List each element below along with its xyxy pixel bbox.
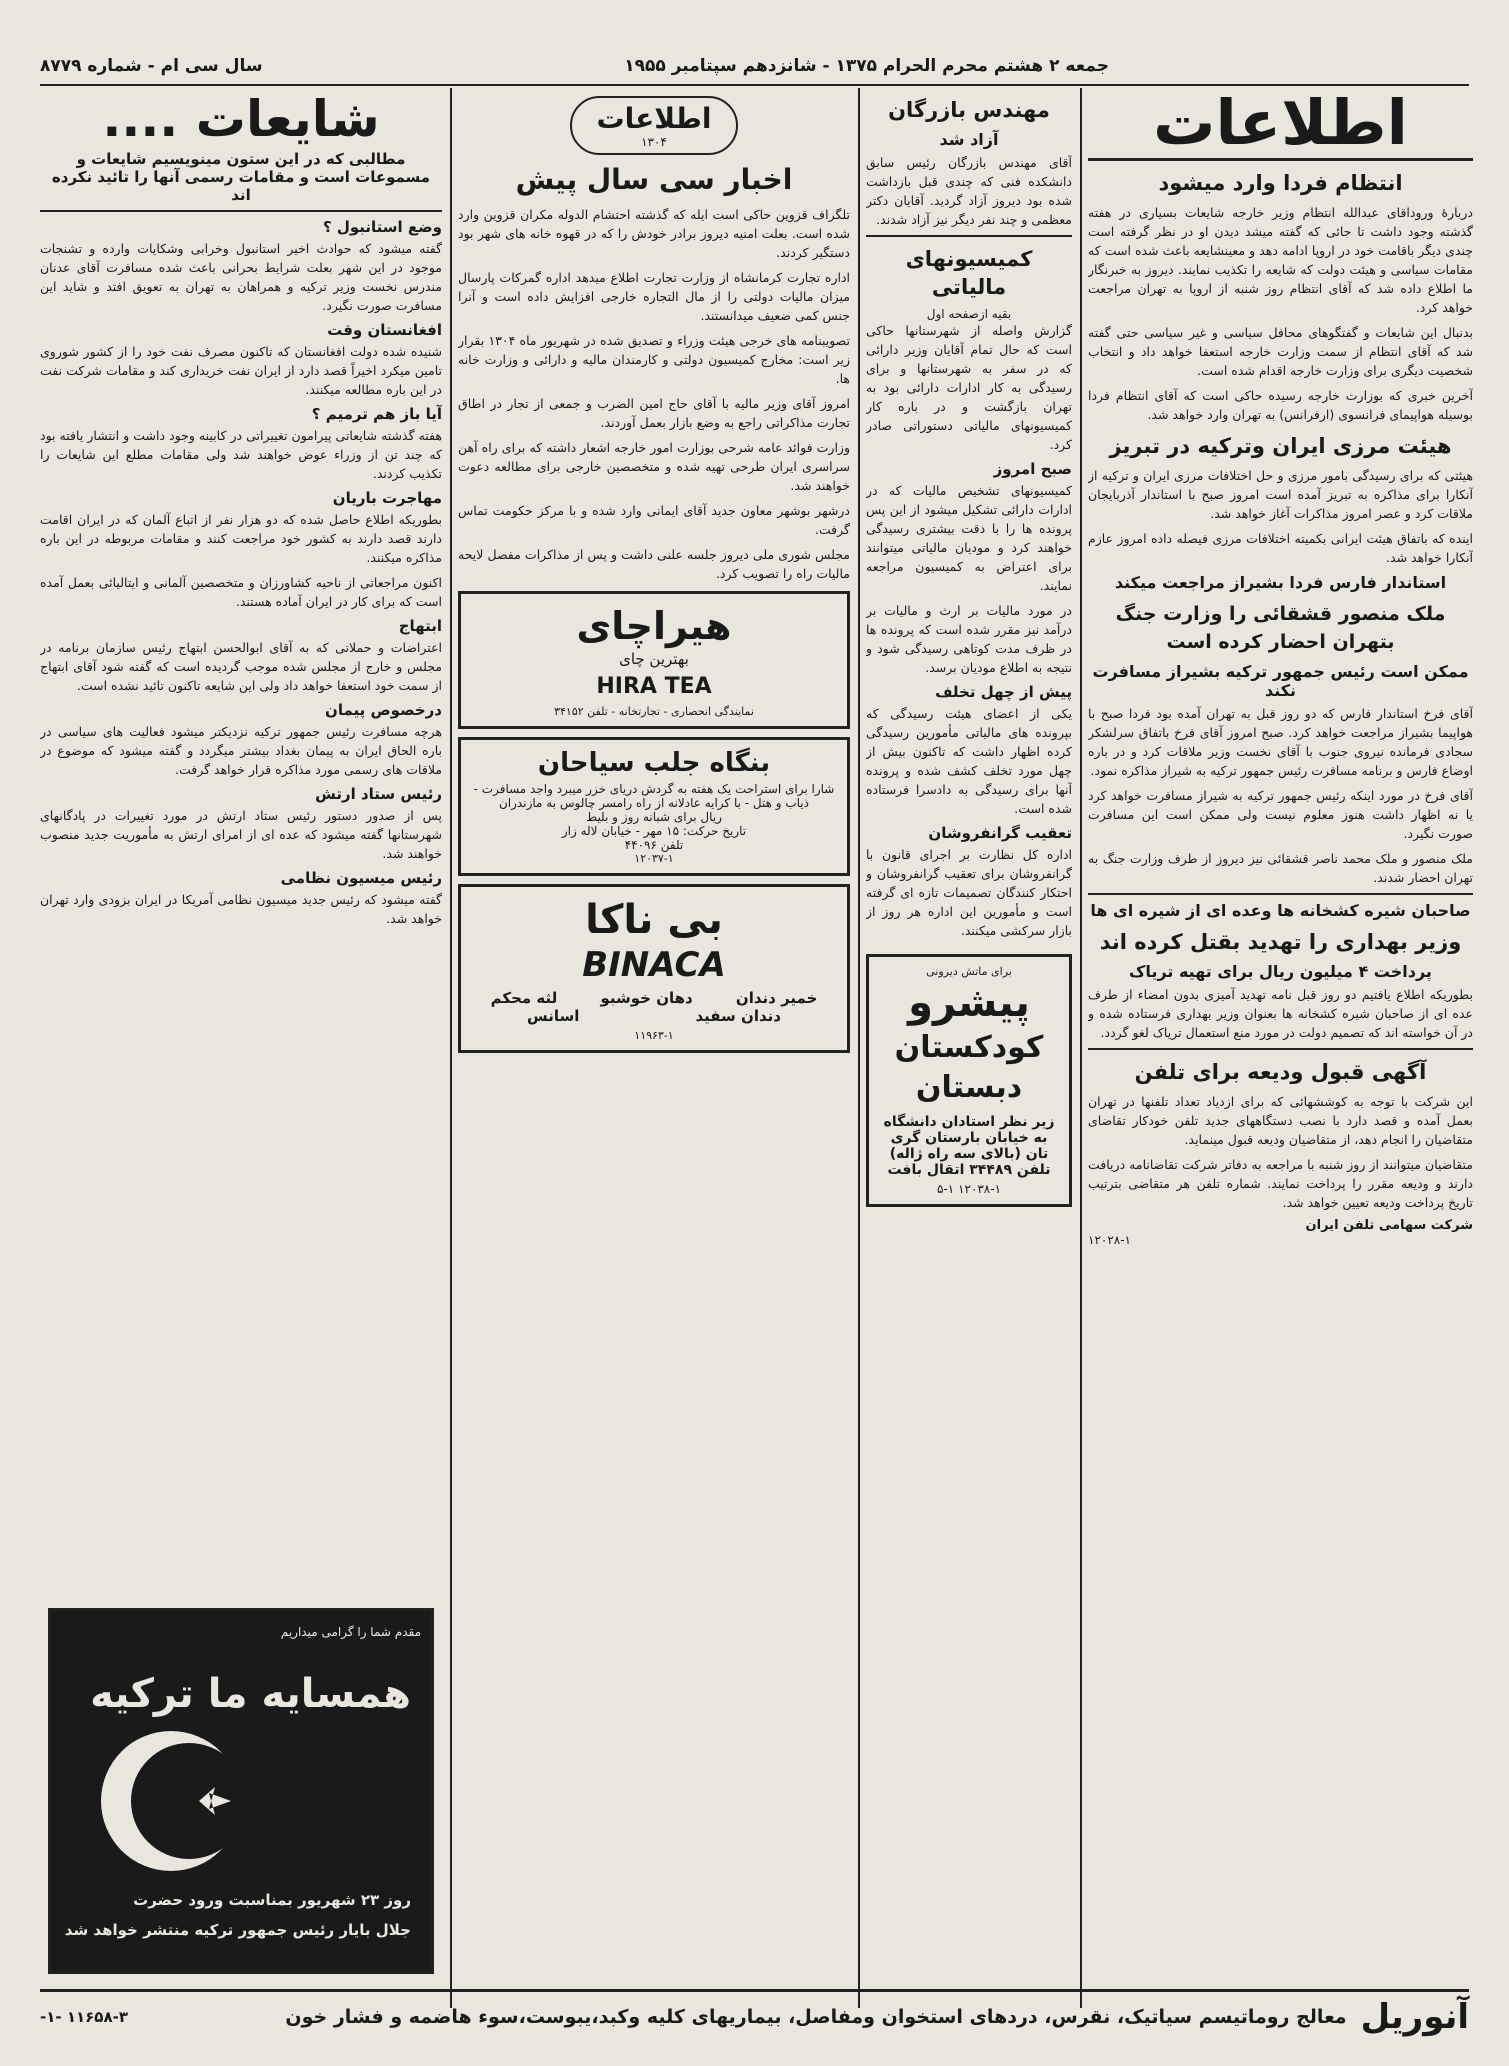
ad-title: پیشرو (908, 980, 1030, 1026)
headline: انتظام فردا وارد میشود (1158, 171, 1403, 195)
right-column (1088, 88, 1473, 2008)
ad-title: بنگاه جلب سیاحان (537, 748, 771, 778)
subhead: افغانستان وقت (327, 321, 442, 339)
tea-ad (458, 591, 850, 729)
ad-line: زیر نظر استادان دانشگاه (883, 1114, 1055, 1130)
subhead: درخصوص پیمان (325, 701, 442, 719)
article-text: آقای فرخ استاندار فارس که دو روز قبل به تهران آمده بود فردا صبح با هواپیما بشیراز مراجعت خواهد کرد. صبح امروز آقای فرخ باتفاق سرلشکر سجادی فرمانده نیروی جنوب با آقای نخست وزیر ملاقات کرد و در باره اوضاع فارس و برنامه مسافرت رئیس جمهور ترکیه به شیراز مذاکره نمود. (1088, 706, 1473, 778)
ad-footer: نمایندگی انحصاری - تجارتخانه - تلفن ۳۴۱۵۲ (554, 705, 754, 718)
column-rule (858, 88, 860, 2008)
left-column (40, 88, 442, 2008)
dateline-bar (40, 52, 1469, 80)
bottom-ad-desc: معالج روماتیسم سیاتیک، نقرس، دردهای استخوان ومفاصل، بیماریهای کلیه وکبد،یبوست،سوء هاضمه و فشار خون (285, 2006, 1347, 2028)
ad-brand: هیراچای (576, 604, 732, 648)
divider (1088, 893, 1473, 895)
turkey-flag-ad (48, 1608, 434, 1974)
headline: اخبار سی سال پیش (515, 163, 793, 196)
ad-tagline: بهترین چای (619, 650, 689, 668)
article-text: شنیده شده دولت افغانستان که تاکنون مصرف نفت خود را از کشور شوروی تامین میکرد اخیراً قصد دارد از ایران نفت خریداری کند و مقامات شرکت نفت در این باره مطالعه میکنند. (40, 344, 442, 397)
emblem (458, 96, 850, 155)
ad-small-text: برای ماتش دیرونی (926, 965, 1012, 978)
article-text: اداره کل نظارت بر اجرای قانون با گرانفروشان برای تعقیب گرانفروشان و احتکار کنندگان تصمیمات تازه ای گرفته است و مأمورین این اداره هر روز از بازار سرکشی میکنند. (866, 847, 1072, 938)
ad-line: روز ۲۳ شهریور بمناسبت ورود حضرت (133, 1891, 411, 1909)
headline: استاندار فارس فردا بشیراز مراجعت میکند (1114, 573, 1447, 592)
article-text: یکی از اعضای هیئت رسیدگی که بپرونده های مالیاتی مأمورین رسیدگی کرده اظهار داشت که تاکنون بیش از چهل مورد تخلف کشف شده و پرونده آنها برای رسیدگی به دادسرا فرستاده شده است. (866, 706, 1072, 816)
article-text: مجلس شوری ملی دیروز جلسه علنی داشت و پس از مذاکرات مفصل لایحه مالیات راه را تصویب کرد. (458, 547, 850, 581)
ad-line: دندان سفید (695, 1007, 781, 1025)
ad-lines (469, 989, 839, 1007)
ad-english-word: TEA (664, 674, 712, 699)
school-ad (866, 954, 1072, 1207)
ad-line: جلال بایار رئیس جمهور ترکیه منتشر خواهد شد (64, 1921, 411, 1939)
article-text: بطوریکه اطلاع یافتیم دو روز قبل نامه تهدید آمیزی بدون امضاء از طرف عده ای از صاحبان شیره کشخانه ها بعنوان وزیر بهداری فرستاده شده و در آن خواسته اند که تصمیم دولت در مورد منع استعمال تریاک لغو گردد. (1088, 987, 1473, 1040)
article-text: کمیسیونهای تشخیص مالیات که در ادارات دارائی تشکیل میشود از این پس پرونده ها را با دقت بیشتری رسیدگی خواهند کرد و مودیان مالیاتی میتوانند برای اعتراض به کمیسیون مراجعه نمایند. (866, 483, 1072, 593)
emblem-text: اطلاعات (596, 102, 712, 135)
bottom-ad-brand: آنوریل (1360, 1997, 1469, 2037)
article-text: اینده که باتفاق هیئت ایرانی بکمیته اختلافات مرزی فیصله داده امروز عازم آنکارا خواهد شد. (1088, 531, 1473, 565)
ad-line: تلفن ۳۴۴۸۹ اتقال بافت (887, 1162, 1051, 1178)
article-text: وزارت فوائد عامه شرحی بوزارت امور خارجه اشعار داشته که برای راه آهن سراسری ایران طرحی تهیه شده و متخصصین خارجی برای مطالعه دعوت خواهند شد. (458, 440, 850, 493)
mid-left-column (458, 88, 850, 2008)
subheadline: پرداخت ۴ میلیون ریال برای تهیه تریاک (1129, 962, 1432, 981)
article-text: آخرین خبری که بوزارت خارجه رسیده حاکی است که آقای انتظام فردا بوسیله هواپیمای فرانسوی (ارفرانس) به تهران وارد خواهد شد. (1088, 388, 1473, 422)
ad-english: BINACA (582, 945, 726, 985)
rumors-title: شایعات .... (102, 90, 380, 148)
subhead: رئیس ستاد ارتش (315, 785, 442, 803)
emblem-year: ۱۳۰۴ (641, 135, 667, 149)
subhead: مهاجرت باریان (332, 489, 442, 507)
ad-line: شارا برای استراحت یک هفته به گردش دریای خزر میبرد واجد مسافرت - ذیاب و هتل - با کرایه عادلانه از راه رامسر چالوس به مازندران (473, 782, 835, 810)
article-text: هفته گذشته شایعاتی پیرامون تغییراتی در کابینه وجود داشت و انتشار یافته بود که چند تن از وزراء عوض خواهند شد ولی مقامات مطلع این شایعات را تکذیب کردند. (40, 428, 442, 481)
masthead-logo: اطلاعات (1088, 88, 1473, 161)
ad-code: ۱۱۹۶۳-۱ (634, 1029, 674, 1042)
article-text: هرچه مسافرت رئیس جمهور ترکیه نزدیکتر میشود فعالیت های سیاسی در باره الحاق ایران به پیمان بغداد بیشتر میگردد و گفته میشود که موضوع در ملاقات های رسمی مورد مذاکره قرار خواهد گرفت. (40, 724, 442, 777)
article-text: بدنبال این شایعات و گفتگوهای محافل سیاسی و غیر سیاسی حتی گفته شد که آقای انتظام از سمت وزارت خارجه استعفا خواهد داد و انتخاب شخصیت دیگری برای وزارت خارجه اقدام شده است. (1088, 325, 1473, 378)
rumors-intro: مطالبی که در این ستون مینویسیم شایعات و مسموعات است و مقامات رسمی آنها را تائید نکرده اند (40, 150, 442, 212)
bottom-ad (285, 1997, 1469, 2037)
subhead: ابتهاج (398, 617, 442, 635)
ad-line: ریال برای شبانه روز و بلیط (586, 810, 722, 824)
article-text: تلگراف قزوین حاکی است ایله که گذشته احتشام الدوله مکران قزوین وارد شده است. بعلت امنیه دیروز برادر خودش را که در قهوه خانه های شهر بود دستگیر کردند. (458, 207, 850, 260)
headline: صاحبان شیره کشخانه ها وعده ای از شیره ای ها (1090, 901, 1471, 920)
article-text: هیئتی که برای رسیدگی بامور مرزی و حل اختلافات مرزی ایران و ترکیه از آنکارا برای مذاکره به تبریز آمده است امروز صبح با استاندار آذربایجان ملاقات کرد و عصر امروز مذاکرات آغاز خواهد شد. (1088, 468, 1473, 521)
ad-english-brand: HIRA (596, 674, 657, 699)
subhead: صبح امروز (993, 460, 1072, 478)
article-text: اعتراضات و حملاتی که به آقای ابوالحسن ابتهاج رئیس سازمان برنامه در مجلس و خارج از مجلس شده موجب گردیده است که گفته شود آقای ابتهاج از سمت خود استعفا خواهد داد ولی این شایعه تاکنون تائید نشده است. (40, 640, 442, 693)
headline: ملک منصور قشقائی را وزارت جنگ بتهران احضار کرده است (1115, 603, 1446, 653)
subhead: پیش از چهل تخلف (935, 683, 1072, 701)
article-text: گفته میشود که حوادث اخیر استانبول وخرابی وشکایات وارده و تشنجات موجود در این شهر بعلت شرایط بحرانی باعث شده مسافرت آقای عدنان مندرس نخست وزیر ترکیه و همراهان به تهران به تعویق افتد و شاید این مسافرت صورت نگیرد. (40, 241, 442, 313)
subheadline: آزاد شد (939, 130, 999, 149)
article-text: اداره تجارت کرمانشاه از وزارت تجارت اطلاع میدهد اداره گمرکات پارسال میزان مالیات دولتی را از مال التجاره خارجی افزایش داده است و آنرا جنس کمی ضعیف میدانستند. (458, 270, 850, 323)
ad-title: بی ناکا (585, 897, 723, 943)
subhead: وضع استانبول ؟ (322, 218, 442, 236)
divider (1088, 1048, 1473, 1050)
binaca-ad (458, 884, 850, 1053)
notice-title: آگهی قبول ودیعه برای تلفن (1134, 1060, 1427, 1084)
continued-note: بقیه ازصفحه اول (926, 307, 1012, 321)
article-text: گزارش واصله از شهرستانها حاکی است که حال تمام آقایان وزیر دارائی که در سفر به شهرستانها و برای رسیدگی به کار ادارات دارائی بود به تهران بازگشت و در باره کار کمیسیونهای مالیاتی دستوراتی صادر کرد. (866, 323, 1072, 452)
article-text: گفته میشود که رئیس جدید میسیون نظامی آمریکا در ایران بزودی وارد تهران خواهد شد. (40, 892, 442, 926)
ad-line: به خیابان بارستان گری (890, 1130, 1048, 1146)
ad-line: تلفن ۴۴۰۹۶ (624, 838, 684, 852)
ad-lines (469, 1007, 839, 1025)
ad-line: اسانس (527, 1007, 580, 1025)
ad-line: لثه محکم (490, 989, 558, 1007)
headline: کمیسیونهای مالیاتی (905, 247, 1033, 299)
article-text: بطوریکه اطلاع حاصل شده که دو هزار نفر از اتباع آلمان که در ایران اقامت دارند قصد دارند به کشور خود مراجعت کنند و مقامات مربوطه در این باره مذاکره میکنند. (40, 512, 442, 565)
ad-line: کودکستان (894, 1030, 1044, 1065)
column-rule (1080, 88, 1082, 2008)
article-text: دربارهٔ وروداقای عبدالله انتظام وزیر خارجه شایعات بسیاری در هفته گذشته وجود داشت تا جائی که گفته میشد دیدن او در نظر گرفته است چندی دیگر باقامت خود در اروپا ادامه دهد و معینشایعه باعث شده است که مقامات سیاسی و هیئت دولت که شایعه را تکذیب نمایند. دیروز به خبرنگار ما اطلاع داده شد که آقای انتظام روز شنبه از اروپا به تهران مراجعت خواهد کرد. (1088, 205, 1473, 315)
issue-number: سال سی ام - شماره ۸۷۷۹ (40, 56, 263, 76)
bottom-ad-code: ۱۱۶۵۸-۳ -۱- (40, 2008, 129, 2026)
headline: هیئت مرزی ایران وترکیه در تبریز (1109, 434, 1452, 458)
ad-note: مقدم شما را گرامی میداریم (280, 1625, 421, 1639)
article-text: آقای فرخ در مورد اینکه رئیس جمهور ترکیه به شیراز مسافرت خواهد کرد یا نه اظهار داشت هنوز معلوم نیست ولی ممکن است این مسافرت صورت نگیرد. (1088, 788, 1473, 841)
bottom-ad-strip (40, 1989, 1469, 2042)
ad-line: تاریخ حرکت: ۱۵ مهر - خیابان لاله زار (561, 824, 747, 838)
top-rule (40, 84, 1469, 86)
subhead: تعقیب گرانفروشان (928, 824, 1072, 842)
notice-text: متقاضیان میتوانند از روز شنبه با مراجعه به دفاتر شرکت تقاضانامه دریافت دارند و ودیعه مقرر را پرداخت نمایند. شماره تلفن هر متقاضی بترتیب تاریخ پرداخت ودیعه تعیین خواهد شد. (1088, 1157, 1473, 1210)
article-text: تصویبنامه های خرجی هیئت وزراء و تصدیق شده در شهریور ماه ۱۳۰۴ بقرار زیر است: مخارج کمیسیون دولتی و کارمندان مالیه و دارائی و وزارت خانه ها. (458, 333, 850, 386)
headline: وزیر بهداری را تهدید بقتل کرده اند (1099, 930, 1462, 954)
article-text: اکنون مراجعاتی از ناحیه کشاورزان و متخصصین آلمانی و ایتالیائی بعمل آمده است که برای کار در ایران آماده هستند. (40, 575, 442, 609)
notice-signature: شرکت سهامی تلفن ایران (1305, 1218, 1473, 1233)
article-text: در مورد مالیات بر ارث و مالیات بر درآمد نیز مقرر شده است که پرونده ها در ظرف مدت کوتاهی رسیدگی شود و نتیجه به اطلاع مودیان برسد. (866, 603, 1072, 675)
subheadline: ممکن است رئیس جمهور ترکیه بشیراز مسافرت نکند (1092, 662, 1469, 700)
ad-code: ۱۲۰۳۷-۱ (634, 852, 674, 865)
subhead: آیا باز هم ترمیم ؟ (311, 405, 442, 423)
ad-line: تان (بالای سه راه ژاله) (889, 1146, 1049, 1162)
headline: مهندس بازرگان (888, 98, 1050, 122)
mid-right-column (866, 88, 1072, 2008)
article-text: پس از صدور دستور رئیس ستاد ارتش در مورد تغییرات در پادگانهای شهرستانها گفته میشود که عده ای از امرای ارتش به مأموریت جدید منصوب خواهند شد. (40, 808, 442, 861)
article-text: امروز آقای وزیر مالیه با آقای حاج امین الضرب و جمعی از تجار در اطاق تجارت مذاکراتی راجع به وضع بازار بعمل آوردند. (458, 396, 850, 430)
article-text: ملک منصور و ملک محمد ناصر قشقائی نیز دیروز از طرف وزارت جنگ به تهران احضار شدند. (1088, 851, 1473, 885)
divider (866, 235, 1072, 237)
ad-code: ۱۲۰۳۸-۱ ۵-۱ (936, 1182, 1002, 1196)
article-text: آقای مهندس بازرگان رئیس سابق دانشکده فنی که چندی قبل بازداشت شده بود دیروز آزاد گردید. آقایان دکتر معظمی و چند نفر دیگر نیز آزاد شدند. (866, 155, 1072, 227)
subhead: رئیس میسیون نظامی (280, 869, 442, 887)
ad-line: خمیر دندان (735, 989, 818, 1007)
column-rule (450, 88, 452, 2008)
ad-code: ۱۲۰۲۸-۱ (1088, 1233, 1132, 1247)
crescent-star-icon (91, 1721, 251, 1881)
ad-line: دبستان (915, 1070, 1023, 1105)
ad-line: دهان خوشبو (600, 989, 693, 1007)
tourism-ad (458, 737, 850, 876)
article-text: درشهر بوشهر معاون جدید آقای ایمانی وارد شده و با مرکز حکومت تماس گرفت. (458, 503, 850, 537)
ad-title: همسایه ما ترکیه (90, 1671, 411, 1717)
ad-english (469, 674, 839, 699)
dateline: جمعه ۲ هشتم محرم الحرام ۱۳۷۵ - شانزدهم سپتامبر ۱۹۵۵ (624, 56, 1109, 76)
notice-text: این شرکت با توجه به کوششهائی که برای ازدیاد تعداد تلفنها در تهران بعمل آمده و قصد دارد با نصب دستگاههای جدید تلفن خودکار تقاضای متقاضیان را انجام دهد، از متقاضیان ودیعه قبول مینماید. (1088, 1094, 1473, 1147)
